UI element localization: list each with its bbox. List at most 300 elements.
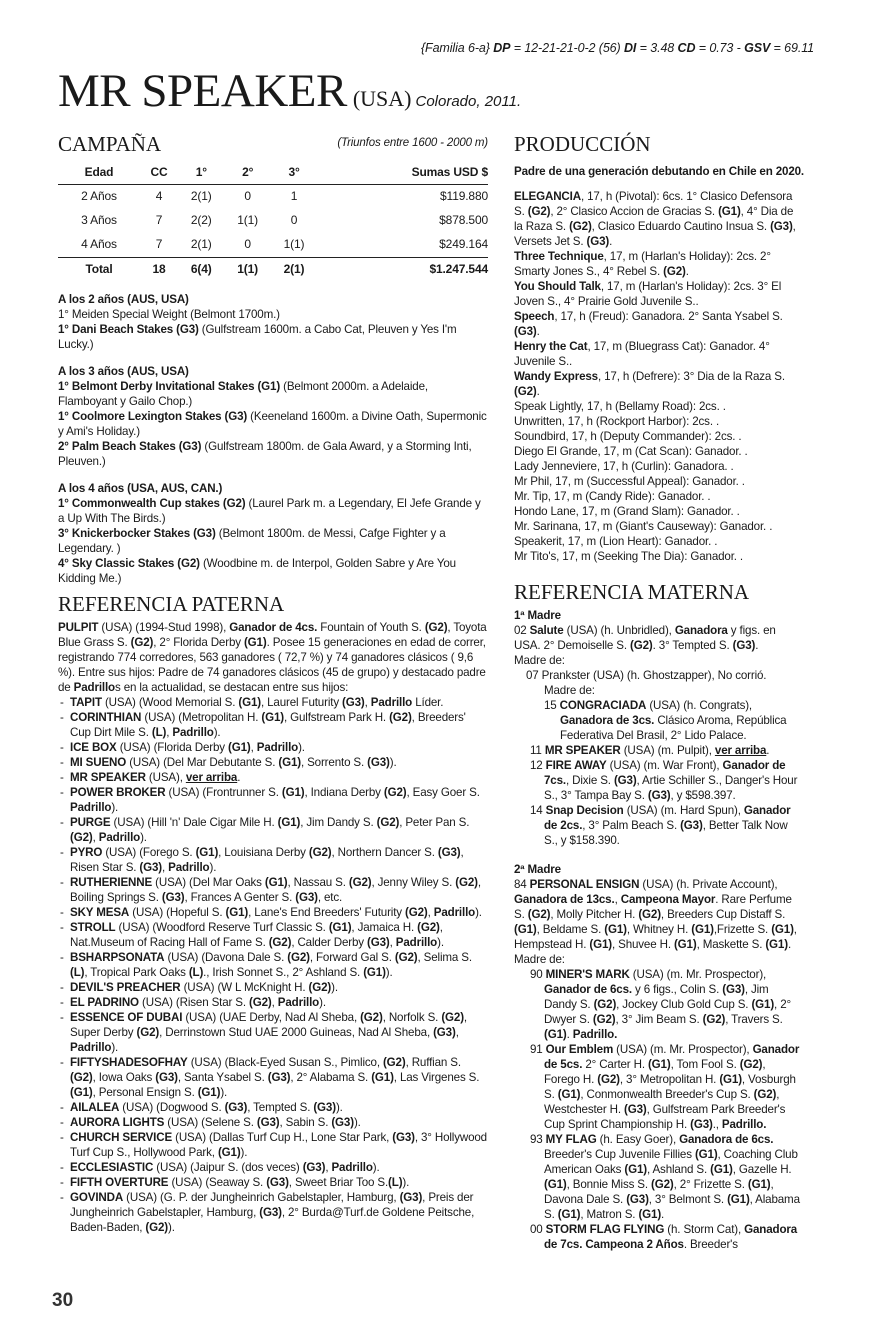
cross-reference-link: ver arriba (185, 771, 238, 784)
th-second: 2° (224, 160, 270, 185)
text-segment: , Breeders' Cup Dirt Mile S. (70, 711, 466, 739)
bold-segment: (G2) (376, 816, 400, 829)
produccion-list (514, 189, 804, 564)
bold-segment: (G1) (638, 1208, 662, 1221)
text-segment: , (162, 861, 169, 874)
list-item (58, 785, 488, 815)
text-segment: , Travers S. (725, 1013, 783, 1026)
bold-segment: CHURCH SERVICE (70, 1131, 173, 1144)
bold-segment: (G2) (638, 908, 661, 921)
list-item (58, 905, 488, 920)
race-line: 1° Belmont Derby Invitational Stakes (G1) (Belmont 2000m. a Adelaide, Flamboyant y Gailo Chop.) (58, 380, 428, 408)
bold-segment: (G2) (70, 831, 93, 844)
bold-segment: (G3) (437, 846, 461, 859)
bold-segment: STROLL (70, 921, 116, 934)
text-segment: , 2° Clasico Accion de Gracias S. (550, 205, 719, 218)
bold-segment: GOVINDA (70, 1191, 124, 1204)
bold-segment: (G1) (328, 921, 352, 934)
cell: 4 Años (81, 237, 117, 251)
bold-segment: (G3) (392, 1131, 415, 1144)
bold-segment: (G1) (557, 1088, 581, 1101)
text-segment: , Selima S. (417, 951, 472, 964)
cell: 0 (290, 213, 298, 227)
text-segment: , Matron S. (580, 1208, 639, 1221)
bold-segment: (G3) (367, 936, 390, 949)
bold-segment: (G3) (259, 1206, 282, 1219)
text-segment: Unwritten, 17, h (Rockport Harbor): 2cs. . (514, 415, 720, 428)
text-segment: (USA) (m. Pulpit), (620, 744, 715, 757)
produce-91 (514, 1042, 804, 1132)
bold-segment: Padrillo (370, 696, 413, 709)
bold-segment: (L) (151, 726, 167, 739)
cell: 1 (290, 189, 298, 203)
madre1-text (514, 623, 804, 653)
text-segment: , 2° Florida Derby (153, 636, 244, 649)
text-segment: 14 (530, 804, 546, 817)
bold-segment: FIFTH OVERTURE (70, 1176, 169, 1189)
list-item (58, 710, 488, 740)
text-segment: 90 (530, 968, 546, 981)
bold-segment: (G2) (569, 220, 592, 233)
text-segment: , (250, 741, 257, 754)
text-segment: . (661, 1208, 665, 1221)
cell: 6(4) (178, 258, 224, 283)
text-segment: , Jenny Wiley S. (371, 876, 456, 889)
bold-segment: (G1) (544, 1178, 567, 1191)
text-segment: , Alabama S. (544, 1193, 800, 1221)
bold-segment: (G3) (722, 983, 745, 996)
text-segment: (USA) (Black-Eyed Susan S., Pimlico, (187, 1056, 383, 1069)
dp-label: DP (493, 41, 511, 55)
table-row (58, 233, 488, 258)
text-segment: , 3° Hollywood Turf Cup S., Hollywood Park, (70, 1131, 487, 1159)
bold-segment: Ganadora de 6cs. (679, 1133, 774, 1146)
text-segment: (USA) (1994-Stud 1998), (98, 621, 230, 634)
bold-segment: (G1) (228, 741, 251, 754)
bold-segment: Padrillo (168, 861, 210, 874)
bold-segment: (G1) (557, 1208, 581, 1221)
bold-segment: PURGE (70, 816, 111, 829)
text-segment: (USA) (Dogwood S. (119, 1101, 225, 1114)
text-segment: 15 (544, 699, 560, 712)
text-segment: ., Irish Sonnet S., 2° Ashland S. (203, 966, 364, 979)
text-segment: , 3° Jim Beam S. (615, 1013, 703, 1026)
text-segment: , Shuvee H. (611, 938, 674, 951)
text-segment: . (566, 1028, 573, 1041)
bold-segment: (G1) (371, 1071, 394, 1084)
bold-segment: ECCLESIASTIC (70, 1161, 154, 1174)
text-segment: (USA) (G. P. der Jungheinrich Gabelstapler, Hamburg, (123, 1191, 400, 1204)
text-segment: Lady Jenneviere, 17, h (Curlin): Ganadora. . (514, 460, 734, 473)
text-segment: s en la actualidad, se destacan entre sus hijos: (115, 681, 349, 694)
bold-segment: (G2) (136, 1026, 160, 1039)
bold-segment: (G2) (424, 621, 448, 634)
race-line: 3° Knickerbocker Stakes (G3) (Belmont 1800m. de Messi, Cafge Fighter y a Legendary. ) (58, 527, 446, 555)
text-segment: , etc. (317, 891, 343, 904)
th-edad: Edad (58, 160, 140, 185)
list-item (514, 399, 804, 414)
text-segment: , Nassau S. (287, 876, 349, 889)
bold-segment: DEVIL'S PREACHER (70, 981, 181, 994)
text-segment: , Forward Gal S. (309, 951, 395, 964)
text-segment: , Indiana Derby (304, 786, 384, 799)
bold-segment: (G2) (70, 1071, 93, 1084)
text-segment: , Molly Pitcher H. (550, 908, 639, 921)
text-segment: . (237, 771, 241, 784)
table-total-row (58, 258, 488, 283)
bold-segment: Padrillo (70, 801, 112, 814)
text-segment: , Preis der Jungheinrich Gabelstapler, Hamburg, (70, 1191, 474, 1219)
bold-segment: (G3) (514, 325, 537, 338)
text-segment: , Conmonwealth Breeder's Cup S. (580, 1088, 754, 1101)
text-segment: (USA) (Hill 'n' Dale Cigar Mile H. (110, 816, 278, 829)
text-segment: , Iowa Oaks (92, 1071, 156, 1084)
bold-segment: (G2) (527, 908, 551, 921)
bold-segment: (G3) (161, 891, 185, 904)
text-segment: , (427, 906, 434, 919)
bold-segment: POWER BROKER (70, 786, 166, 799)
bold-segment: (G2) (130, 636, 154, 649)
text-segment: (USA) (Risen Star S. (138, 996, 250, 1009)
text-segment: . (536, 385, 540, 398)
produce-15 (514, 698, 804, 743)
cd-value: = 0.73 - (695, 41, 745, 55)
text-segment: , Vosburgh S. (544, 1073, 796, 1101)
campana-title: CAMPAÑA (58, 132, 162, 156)
text-segment: , Easy Goer S. (406, 786, 480, 799)
bold-segment: (G2) (592, 1013, 616, 1026)
text-segment: , 2° Alabama S. (290, 1071, 372, 1084)
cell: Total (58, 258, 140, 283)
bold-segment: (G2) (651, 1178, 674, 1191)
text-segment: , (614, 893, 621, 906)
text-segment: , (271, 996, 278, 1009)
bold-segment: Ganador de 2cs. (544, 804, 791, 832)
list-item (58, 755, 488, 770)
text-segment: y figs. en USA. 2° Demoiselle S. (514, 624, 776, 652)
text-segment: , Westchester H. (544, 1088, 780, 1116)
text-segment: Mr Tito's, 17, m (Seeking The Dia): Ganador. . (514, 550, 744, 563)
text-segment: , Better Talk Now S., y $158.390. (544, 819, 788, 847)
text-segment: (USA) (Jaipur S. (dos veces) (153, 1161, 303, 1174)
text-segment: , Clasico Eduardo Cautino Insua S. (591, 220, 771, 233)
text-segment: , (92, 831, 99, 844)
list-item (514, 339, 804, 369)
bold-segment: (G2) (417, 921, 440, 934)
bold-segment: Ganador de 5cs. (544, 1043, 800, 1071)
table-row (58, 185, 488, 210)
year-2-block (58, 292, 488, 352)
text-segment: 02 (514, 624, 530, 637)
bold-segment: Speech (514, 310, 555, 323)
text-segment: , Santa Ysabel S. (177, 1071, 268, 1084)
text-segment: , Calder Derby (291, 936, 368, 949)
produccion-title: PRODUCCIÓN (514, 132, 651, 156)
bold-segment: (G1) (727, 1193, 750, 1206)
bold-segment: (G1) (261, 711, 284, 724)
bold-segment: (G1) (238, 696, 261, 709)
madre2-text (514, 877, 804, 967)
text-segment: . 3° Tempted S. (652, 639, 733, 652)
dp-value: = 12-21-21-0-2 (56) (510, 41, 624, 55)
text-segment: , Jim Dandy S. (544, 983, 769, 1011)
bold-segment: Ganador de 7cs. (544, 759, 786, 787)
bold-segment: Padrillo (331, 1161, 373, 1174)
cell: 0 (244, 237, 251, 251)
list-item (514, 504, 804, 519)
cell: $119.880 (440, 189, 488, 203)
text-segment: (USA) (h. Congrats), (646, 699, 752, 712)
text-segment: , 2° Dwyer S. (544, 998, 791, 1026)
bold-segment: Snap Decision (545, 804, 624, 817)
bold-segment: PERSONAL ENSIGN (529, 878, 640, 891)
text-segment: y 6 figs., Colin S. (631, 983, 723, 996)
year-title: A los 3 años (AUS, USA) (58, 365, 189, 378)
year-4-block (58, 481, 488, 586)
text-segment: 91 (530, 1043, 546, 1056)
text-segment: , 17, h (Defrere): 3° Dia de la Raza S. (597, 370, 785, 383)
text-segment: , Bonnie Miss S. (566, 1178, 652, 1191)
list-item (58, 1055, 488, 1100)
list-item (514, 474, 804, 489)
text-segment: , Sorrento S. (300, 756, 368, 769)
table-row (58, 209, 488, 233)
cell: 2(1) (190, 189, 212, 203)
bold-segment: (G3) (295, 891, 318, 904)
list-item (514, 519, 804, 534)
list-item (58, 1175, 488, 1190)
th-cc: CC (140, 160, 178, 185)
text-segment: , Boiling Springs S. (70, 876, 481, 904)
text-segment: Fountain of Youth S. (317, 621, 425, 634)
cd-label: CD (677, 41, 696, 55)
left-column (58, 132, 488, 1235)
horse-country: (USA) (352, 86, 412, 111)
text-segment: 00 (530, 1223, 546, 1236)
bold-segment: Padrillo (277, 996, 320, 1009)
bold-segment: Ganadora de 3cs. (560, 714, 655, 727)
text-segment: (USA) (Forego S. (102, 846, 196, 859)
bold-segment: (G3) (266, 1176, 289, 1189)
gsv-label: GSV (744, 41, 771, 55)
bold-segment: Padrillo. (572, 1028, 618, 1041)
campana-header (58, 132, 488, 158)
list-item (58, 845, 488, 875)
text-segment: , Artie Schiller S., Danger's Hour S., 3° Tampa Bay S. (544, 774, 798, 802)
text-segment: , Whitney H. (626, 923, 692, 936)
list-item (514, 414, 804, 429)
text-segment: Diego El Grande, 17, m (Cat Scan): Ganador. . (514, 445, 748, 458)
text-segment: (USA) (Davona Dale S. (164, 951, 288, 964)
text-segment: ). (402, 1176, 410, 1189)
bold-segment: CORINTHIAN (70, 711, 142, 724)
cell: 2 Años (81, 189, 117, 203)
page-number: 30 (52, 1290, 74, 1311)
cell: 18 (140, 258, 178, 283)
bold-segment: Our Emblem (545, 1043, 614, 1056)
bold-segment: (G1) (604, 923, 627, 936)
text-segment: ). (389, 756, 397, 769)
bold-segment: (G3) (139, 861, 163, 874)
bold-segment: (G3) (367, 756, 390, 769)
bold-segment: FIRE AWAY (545, 759, 607, 772)
list-item (58, 980, 488, 995)
bold-segment: (G1) (195, 846, 219, 859)
text-segment: , 3° Metropolitan H. (619, 1073, 720, 1086)
text-segment: . (685, 265, 689, 278)
bold-segment: AILALEA (70, 1101, 120, 1114)
bold-segment: (G1) (197, 1086, 221, 1099)
th-third: 3° (271, 160, 317, 185)
bold-segment: (G1) (751, 998, 775, 1011)
bold-segment: MY FLAG (545, 1133, 597, 1146)
list-item (58, 740, 488, 755)
race-line: 1° Coolmore Lexington Stakes (G3) (Keeneland 1600m. a Divine Oath, Supermonic y Ami's Holiday.) (58, 410, 487, 438)
text-segment: (USA) (h. Unbridled), (563, 624, 675, 637)
text-segment: , 17, m (Harlan's Holiday): 2cs. 3° El Joven S., 4° Prairie Gold Juvenile S.. (514, 280, 782, 308)
text-segment: , Laurel Futurity (260, 696, 343, 709)
text-segment: , 2° Burda@Turf.de Goldene Peitsche, Baden-Baden, (70, 1206, 475, 1234)
bold-segment: (G1) (243, 636, 267, 649)
text-segment: , Peter Pan S. (399, 816, 470, 829)
bold-segment: (G1) (277, 816, 301, 829)
bold-segment: (G3) (732, 639, 756, 652)
text-segment: ). (213, 726, 221, 739)
list-item (58, 920, 488, 950)
bold-segment: (G3) (256, 1116, 280, 1129)
list-item (514, 309, 804, 339)
text-segment: 07 Prankster (USA) (h. Ghostzapper), No corrió. (526, 669, 767, 682)
text-segment: , Personal Ensign S. (92, 1086, 198, 1099)
ref-paterna-title: REFERENCIA PATERNA (58, 592, 285, 616)
text-segment: , Davona Dale S. (544, 1178, 774, 1206)
bold-segment: Padrillo. (721, 1118, 767, 1131)
bold-segment: PULPIT (58, 621, 99, 634)
bold-segment: (G2) (308, 846, 332, 859)
bold-segment: Henry the Cat (514, 340, 588, 353)
list-item (58, 875, 488, 905)
year-3-block (58, 364, 488, 469)
campana-note: (Triunfos entre 1600 - 2000 m) (337, 137, 488, 149)
th-first: 1° (178, 160, 224, 185)
produce-93 (514, 1132, 804, 1222)
text-segment: Soundbird, 17, h (Deputy Commander): 2cs. . (514, 430, 742, 443)
text-segment: ). (111, 1041, 119, 1054)
familia: {Familia 6-a} (420, 41, 490, 55)
text-segment: Mr. Sarinana, 17, m (Giant's Causeway): Ganador. . (514, 520, 773, 533)
text-segment: ). (385, 966, 393, 979)
campaign-table (58, 160, 488, 282)
bold-segment: (G1) (765, 938, 788, 951)
bold-segment: MINER'S MARK (545, 968, 630, 981)
bold-segment: Three Technique (514, 250, 604, 263)
produce-14 (514, 803, 804, 848)
bold-segment: (L) (388, 1176, 403, 1189)
bold-segment: (G2) (383, 786, 407, 799)
text-segment: , Jockey Club Gold Cup S. (616, 998, 752, 1011)
text-segment: Hondo Lane, 17, m (Grand Slam): Ganador. . (514, 505, 740, 518)
text-segment: (USA) (m. Hard Spun), (623, 804, 744, 817)
text-segment: (USA) (Florida Derby (116, 741, 228, 754)
list-item (514, 459, 804, 474)
bold-segment: (G1) (718, 205, 741, 218)
text-segment: (USA) (Frontrunner S. (165, 786, 282, 799)
list-item (514, 444, 804, 459)
bold-segment: (G2) (455, 876, 478, 889)
pedigree-indices (421, 41, 814, 55)
race-line: 1° Dani Beach Stakes (G3) (Gulfstream 1600m. a Cabo Cat, Pleuven y Yes I'm Lucky.) (58, 323, 457, 351)
bold-segment: (G3) (613, 774, 637, 787)
horse-subtitle: Colorado, 2011. (415, 93, 522, 110)
cell: 2(1) (271, 258, 317, 283)
bold-segment: AURORA LIGHTS (70, 1116, 165, 1129)
bold-segment: (G2) (597, 1073, 620, 1086)
bold-segment: ELEGANCIA (514, 190, 581, 203)
text-segment: , 3° Palm Beach S. (582, 819, 681, 832)
bold-segment: (G2) (630, 639, 653, 652)
bold-segment: (G3) (626, 1193, 649, 1206)
text-segment: , Toyota Blue Grass S. (58, 621, 487, 649)
text-segment: , y $598.397. (670, 789, 736, 802)
bold-segment: STORM FLAG FLYING (545, 1223, 665, 1236)
bold-segment: (G1) (225, 906, 249, 919)
text-segment: ). (437, 936, 444, 949)
bold-segment: (G2) (514, 385, 537, 398)
list-item (514, 549, 804, 564)
bold-segment: (G1) (624, 1163, 647, 1176)
text-segment: . Breeder's (683, 1238, 738, 1251)
list-item (514, 489, 804, 504)
text-segment: , Northern Dancer S. (331, 846, 438, 859)
di-label: DI (623, 41, 637, 55)
bold-segment: Padrillo (73, 681, 115, 694)
bold-segment: MI SUENO (70, 756, 127, 769)
text-segment: . (766, 744, 770, 757)
bold-segment: (G3) (313, 1101, 336, 1114)
bold-segment: EL PADRINO (70, 996, 139, 1009)
text-segment: (USA) (Selene S. (164, 1116, 257, 1129)
madre-de-07: Madre de: (544, 684, 595, 697)
bold-segment: (G2) (663, 265, 686, 278)
bold-segment: Ganadora de 7cs. Campeona 2 Años (544, 1223, 798, 1251)
list-item (58, 770, 488, 785)
text-segment: ). (209, 861, 217, 874)
text-segment: , Ashland S. (646, 1163, 711, 1176)
bold-segment: (G2) (593, 998, 617, 1011)
bold-segment: (G2) (145, 1221, 168, 1234)
text-segment: , Hempstead H. (514, 923, 797, 951)
cell: $878.500 (439, 213, 488, 227)
bold-segment: Padrillo (256, 741, 299, 754)
bold-segment: (G2) (287, 951, 310, 964)
text-segment: . Rare Perfume S. (514, 893, 792, 921)
bold-segment: (G3) (302, 1161, 326, 1174)
text-segment: ). (335, 1101, 343, 1114)
bold-segment: (G2) (394, 951, 418, 964)
bold-segment: (G1) (278, 756, 301, 769)
produce-12 (514, 758, 804, 803)
bold-segment: (G3) (331, 1116, 354, 1129)
text-segment: , Jamaica H. (351, 921, 418, 934)
text-segment: , Sabin S. (279, 1116, 332, 1129)
text-segment: (USA) (Del Mar Oaks (152, 876, 265, 889)
cell: 7 (155, 213, 163, 227)
bold-segment: (G1) (710, 1163, 733, 1176)
bold-segment: Padrillo (433, 906, 476, 919)
text-segment: (USA) (Wood Memorial S. (101, 696, 239, 709)
bold-segment: PYRO (70, 846, 103, 859)
list-item (514, 429, 804, 444)
